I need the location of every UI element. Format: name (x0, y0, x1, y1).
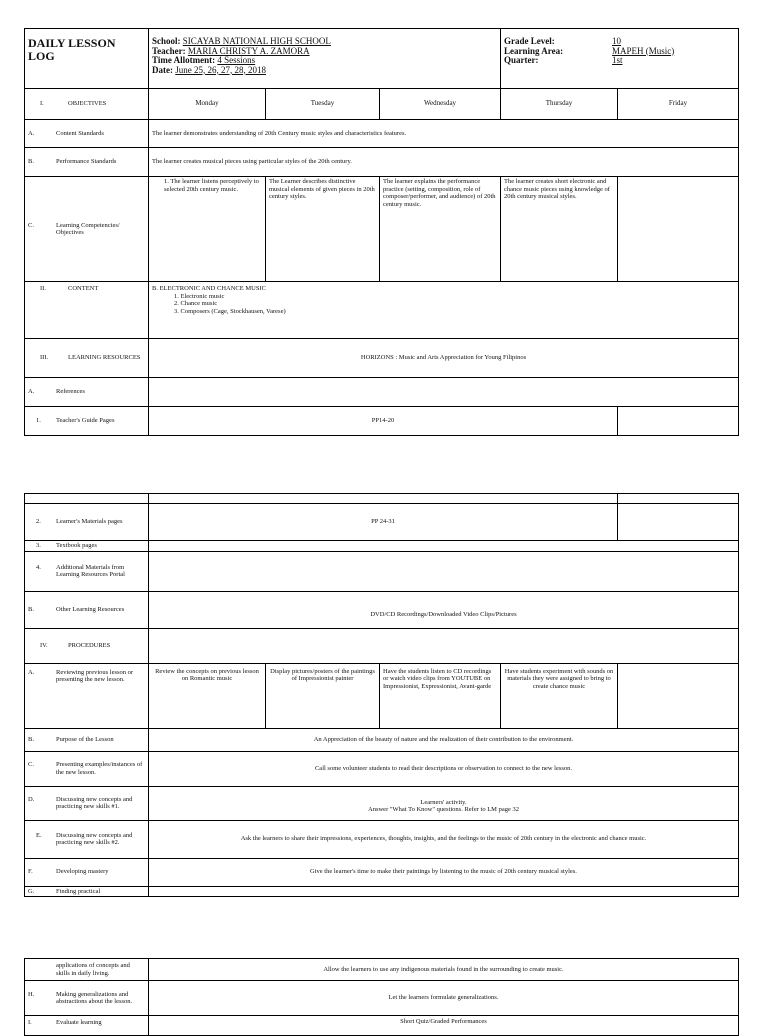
procedures-blank (149, 628, 739, 663)
developing-mastery-label: F. Developing mastery (25, 858, 149, 886)
performance-standards-label: B. Performance Standards (25, 148, 149, 177)
learning-competencies-label: C. Learning Competencies/ Objectives (25, 177, 149, 282)
other-resources-label: B. Other Learning Resources (25, 591, 149, 628)
objectives-heading: I. OBJECTIVES (25, 89, 149, 120)
performance-standards-text: The learner creates musical pieces using particular styles of the 20th century. (149, 148, 739, 177)
content-standards-text: The learner demonstrates understanding of 20th Century music styles and characteristics features. (149, 120, 739, 148)
learners-materials-pages: PP 24-31 (149, 504, 618, 541)
grade-info: Grade Level: 10 Learning Area: MAPEH (Music) Quarter: 1st (501, 29, 739, 89)
evaluate-learning-label: I. Evaluate learning (25, 1016, 149, 1036)
references-text (149, 378, 739, 407)
finding-practical-text: Allow the learners to use any indigenous materials found in the surrounding to create music. (149, 959, 739, 981)
competency-thursday: The learner creates short electronic and chance music pieces using knowledge of 20th century musical styles. (501, 177, 618, 282)
developing-mastery-text: Give the learner's time to make their paintings by listening to the music of 20th century musical styles. (149, 858, 739, 886)
competency-wednesday: The learner explains the performance practice (setting, composition, role of composer/performer, and audience) of 20th century music. (380, 177, 501, 282)
references-label: A. References (25, 378, 149, 407)
textbook-pages-label: 3. Textbook pages (25, 541, 149, 552)
generalizations-label: H. Making generalizations and abstractions about the lesson. (25, 981, 149, 1016)
lesson-log-table-part-1 (24, 28, 739, 436)
lesson-log-table-part-3 (24, 958, 739, 1036)
lesson-log-table-part-2 (24, 493, 739, 897)
document-title: DAILY LESSON LOG (25, 29, 149, 89)
additional-materials-text (149, 551, 739, 591)
purpose-label: B. Purpose of the Lesson (25, 728, 149, 751)
review-tuesday: Display pictures/posters of the paintings of Impressionist painter (266, 663, 380, 728)
day-friday: Friday (618, 89, 739, 120)
content-heading: II. CONTENT (25, 282, 149, 339)
other-resources-text: DVD/CD Recordings/Downloaded Video Clips/Pictures (149, 591, 739, 628)
school-info: School: SICAYAB NATIONAL HIGH SCHOOL Teacher: MARIA CHRISTY A. ZAMORA Time Allotment: 4 Sessions Date: June 25, 26, 27, 28, 2018 (149, 29, 501, 89)
day-tuesday: Tuesday (266, 89, 380, 120)
evaluate-learning-text: Short Quiz/Graded Performances (149, 1016, 739, 1036)
blank-content (149, 494, 618, 504)
competency-friday (618, 177, 739, 282)
learners-materials-friday (618, 504, 739, 541)
competency-monday: 1. The learner listens perceptively to selected 20th century music. (149, 177, 266, 282)
teachers-guide-pages: PP14-20 (149, 407, 618, 436)
discussing-skills-2-text: Ask the learners to share their impressions, experiences, thoughts, insights, and the feelings to the music of 20th century in the electronic and chance music. (149, 820, 739, 858)
textbook-pages-text (149, 541, 739, 552)
additional-materials-label: 4. Additional Materials from Learning Resources Portal (25, 551, 149, 591)
day-thursday: Thursday (501, 89, 618, 120)
learners-materials-label: 2. Learner's Materials pages (25, 504, 149, 541)
day-monday: Monday (149, 89, 266, 120)
review-wednesday: Have the students listen to CD recordings or watch video clips from YOUTUBE on Impressionist, Expressionist, Avant-garde (380, 663, 501, 728)
purpose-text: An Appreciation of the beauty of nature and the realization of their contribution to the environment. (149, 728, 739, 751)
discussing-skills-2-label: E. Discussing new concepts and practicing new skills #2. (25, 820, 149, 858)
competency-tuesday: The Learner describes distinctive musical elements of given pieces in 20th century styles. (266, 177, 380, 282)
review-lesson-label: A. Reviewing previous lesson or presenting the new lesson. (25, 663, 149, 728)
finding-practical-text-top (149, 886, 739, 897)
presenting-examples-label: C. Presenting examples/instances of the new lesson. (25, 751, 149, 786)
content-text: B. ELECTRONIC AND CHANCE MUSIC 1. Electronic music 2. Chance music 3. Composers (Cage, Stockhausen, Varese) (149, 282, 739, 339)
review-monday: Review the concepts on previous lesson on Romantic music (149, 663, 266, 728)
blank-friday (618, 494, 739, 504)
finding-practical-label: G. Finding practical (25, 886, 149, 897)
learning-resources-heading: III. LEARNING RESOURCES (25, 339, 149, 378)
review-friday (618, 663, 739, 728)
procedures-heading: IV. PROCEDURES (25, 628, 149, 663)
finding-practical-label-cont: applications of concepts and skills in daily living. (25, 959, 149, 981)
content-standards-label: A. Content Standards (25, 120, 149, 148)
teachers-guide-label: 1. Teacher's Guide Pages (25, 407, 149, 436)
day-wednesday: Wednesday (380, 89, 501, 120)
teachers-guide-friday (618, 407, 739, 436)
learning-resources-text: HORIZONS : Music and Arts Appreciation for Young Filipinos (149, 339, 739, 378)
review-thursday: Have students experiment with sounds on materials they were assigned to bring to create chance music (501, 663, 618, 728)
discussing-skills-1-text: Learners' activity. Answer "What To Know" questions. Refer to LM page 32 (149, 786, 739, 820)
discussing-skills-1-label: D. Discussing new concepts and practicing new skills #1. (25, 786, 149, 820)
generalizations-text: Let the learners formulate generalizations. (149, 981, 739, 1016)
presenting-examples-text: Call some volunteer students to read their descriptions or observation to connect to the new lesson. (149, 751, 739, 786)
blank-label (25, 494, 149, 504)
